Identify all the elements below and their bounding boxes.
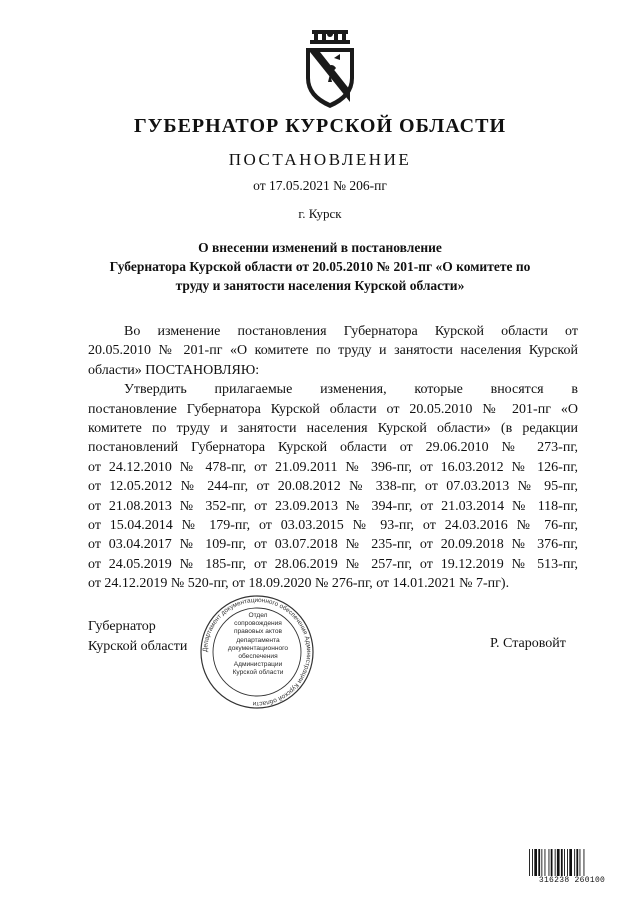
barcode-bar bbox=[574, 849, 575, 876]
document-city: г. Курск bbox=[298, 206, 342, 221]
body-line: постановление Губернатора Курской области от 20.05.2010 № 201-пг «О bbox=[88, 401, 578, 417]
document-subject bbox=[80, 238, 560, 295]
issuer-title: ГУБЕРНАТОР КУРСКОЙ ОБЛАСТИ bbox=[133, 115, 507, 137]
barcode-bar bbox=[567, 849, 568, 876]
signatory-position-line: Курской области bbox=[88, 639, 188, 654]
body-line: области» ПОСТАНОВЛЯЮ: bbox=[88, 362, 260, 378]
signatory-position bbox=[88, 617, 187, 657]
signatory-position-line: Губернатор bbox=[88, 619, 156, 634]
document-type: ПОСТАНОВЛЕНИЕ bbox=[228, 150, 412, 169]
coat-of-arms-icon bbox=[300, 28, 360, 110]
barcode-bar bbox=[564, 849, 565, 876]
body-line: от 21.08.2013 № 352-пг, от 23.09.2013 № 394-пг, от 21.03.2014 № 118-пг, bbox=[88, 498, 578, 514]
barcode-bar bbox=[569, 849, 572, 876]
document-body bbox=[88, 322, 578, 594]
barcode-bar bbox=[532, 849, 533, 876]
subject-line: труду и занятости населения Курской области» bbox=[175, 278, 465, 293]
barcode-bar bbox=[584, 849, 585, 876]
barcode-bar bbox=[538, 849, 540, 876]
barcode bbox=[527, 849, 617, 887]
body-line: от 24.12.2010 № 478-пг, от 21.09.2011 № 396-пг, от 16.03.2012 № 126-пг, bbox=[88, 459, 578, 475]
document-date-number: от 17.05.2021 № 206-пг bbox=[253, 178, 387, 193]
stamp-line: Администрации bbox=[233, 661, 283, 669]
barcode-bars-icon bbox=[527, 849, 617, 876]
body-line: от 24.05.2019 № 185-пг, от 28.06.2019 № 257-пг, от 19.12.2019 № 513-пг, bbox=[88, 556, 578, 572]
signatory-name: Р. Старовойт bbox=[490, 636, 566, 651]
body-line: от 03.04.2017 № 109-пг, от 03.07.2018 № 235-пг, от 20.09.2018 № 376-пг, bbox=[88, 537, 578, 553]
stamp-line: обеспечения bbox=[238, 653, 278, 661]
subject-line: О внесении изменений в постановление bbox=[198, 240, 442, 255]
barcode-bar bbox=[545, 849, 546, 876]
barcode-bar bbox=[541, 849, 542, 876]
stamp-line: Отдел bbox=[248, 612, 268, 619]
barcode-bar bbox=[534, 849, 537, 876]
barcode-number: 316238 260100 bbox=[538, 876, 606, 885]
body-line: 20.05.2010 № 201-пг «О комитете по труду и занятости населения Курской bbox=[88, 343, 578, 359]
barcode-bar bbox=[576, 849, 578, 876]
stamp-line: Курской области bbox=[232, 669, 284, 677]
barcode-bar bbox=[555, 849, 556, 876]
barcode-bar bbox=[580, 849, 581, 876]
stamp-ring-text: Департамент документационного обеспечения Администрации Курской области bbox=[201, 596, 313, 708]
stamp-line: документационного bbox=[227, 644, 289, 652]
body-line: от 12.05.2012 № 244-пг, от 20.08.2012 № 338-пг, от 07.03.2013 № 95-пг, bbox=[88, 479, 578, 495]
body-line: постановлений Губернатора Курской области от 29.06.2010 № 273-пг, bbox=[88, 440, 578, 456]
body-line: Во изменение постановления Губернатора Курской области от bbox=[124, 324, 578, 339]
body-line: Утвердить прилагаемые изменения, которые вносятся в bbox=[124, 382, 578, 398]
body-line: от 15.04.2014 № 179-пг, от 03.03.2015 № 93-пг, от 24.03.2016 № 76-пг, bbox=[88, 518, 578, 534]
body-line: комитете по труду и занятости населения Курской области» (в редакции bbox=[88, 421, 578, 437]
barcode-bar bbox=[551, 849, 553, 876]
barcode-bar bbox=[549, 849, 550, 876]
stamp-line: департамента bbox=[236, 636, 280, 644]
stamp-line: правовых актов bbox=[233, 628, 283, 636]
barcode-bar bbox=[529, 849, 530, 876]
barcode-bar bbox=[557, 849, 560, 876]
barcode-bar bbox=[561, 849, 563, 876]
body-line: от 24.12.2019 № 520-пг, от 18.09.2020 № 276-пг, от 14.01.2021 № 7-пг). bbox=[88, 576, 510, 592]
subject-line: Губернатора Курской области от 20.05.2010 № 201-пг «О комитете по bbox=[109, 259, 531, 274]
stamp-inner-text bbox=[225, 612, 291, 678]
stamp-line: сопровождения bbox=[234, 620, 282, 628]
